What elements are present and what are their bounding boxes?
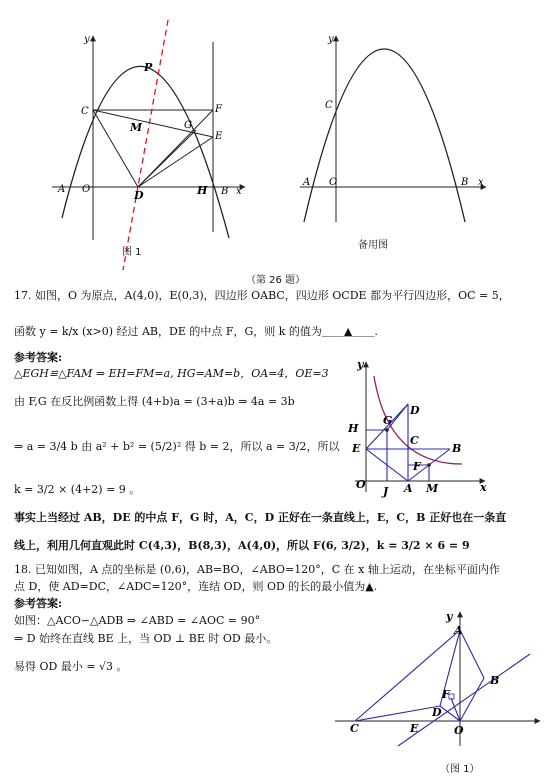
label-p: P xyxy=(144,61,153,74)
q17-point-f xyxy=(427,463,431,467)
q17-point-g xyxy=(385,428,389,432)
backup-diagram xyxy=(300,34,486,222)
problem-26-label: （第 26 题） xyxy=(246,275,306,286)
q17-label-y: y xyxy=(357,358,364,371)
backup-label-c: C xyxy=(325,100,333,111)
q17-line6: k = 3/2 × (4+2) = 9 。 xyxy=(14,483,141,496)
q17-line2: 函数 y = k/x (x>0) 经过 AB，DE 的中点 F，G，则 k 的值为＿＿▲＿＿. xyxy=(14,325,378,338)
q18-answer-heading: 参考答案: xyxy=(14,597,63,610)
label-g: G xyxy=(184,120,192,131)
dashed-red-line xyxy=(123,20,168,270)
label-d: D xyxy=(134,189,144,202)
q17-figure xyxy=(340,352,545,502)
q18-segment-ac xyxy=(355,630,460,721)
q18-line1: 18. 已知如图，A 点的坐标是 (0,6)，AB=BO，∠ABO=120°，C 在 x 轴上运动，在坐标平面内作 xyxy=(14,563,500,576)
label-a: A xyxy=(58,184,66,195)
label-m: M xyxy=(130,121,143,134)
q17-label-c: C xyxy=(410,434,419,447)
q18-label-y: y xyxy=(446,610,453,623)
backup-label-b: B xyxy=(461,177,469,188)
label-o: O xyxy=(82,184,91,195)
q17-label-a: A xyxy=(404,482,413,495)
q18-label-c: C xyxy=(350,722,359,735)
backup-parabola xyxy=(304,49,465,222)
q18-line5: 易得 OD 最小 = √3 。 xyxy=(14,660,128,673)
q17-label-g: G xyxy=(383,414,393,427)
label-x: x xyxy=(236,186,242,197)
q17-label-j: J xyxy=(383,485,389,498)
q18-label-a: A xyxy=(454,624,463,637)
q18-figure xyxy=(330,606,545,756)
label-b: B xyxy=(221,186,229,197)
q18-line4: ⇒ D 始终在直线 BE 上，当 OD ⊥ BE 时 OD 最小。 xyxy=(14,632,278,645)
q18-figure-caption: （图 1） xyxy=(440,764,480,775)
q18-segment-ab xyxy=(460,630,484,678)
q17-answer-heading: 参考答案: xyxy=(14,351,63,364)
backup-label-a: A xyxy=(303,177,311,188)
backup-label-y: y xyxy=(328,34,334,45)
label-c: C xyxy=(81,106,89,117)
figure-26 xyxy=(0,0,549,290)
q18-label-d: D xyxy=(432,706,442,719)
q18-label-e: E xyxy=(410,722,419,735)
q18-segment-cd xyxy=(355,706,440,721)
q17-label-o: O xyxy=(356,478,366,491)
label-f: F xyxy=(215,104,222,115)
q17-label-m: M xyxy=(426,482,439,495)
figure-1-caption: 图 1 xyxy=(122,247,142,258)
backup-figure-caption: 备用图 xyxy=(358,240,388,251)
label-y: y xyxy=(84,34,90,45)
figure-1-diagram xyxy=(52,20,245,270)
q18-segment-bo xyxy=(460,678,484,721)
q17-label-e: E xyxy=(352,442,361,455)
label-e: E xyxy=(215,131,223,142)
q18-line2: 点 D，使 AD=DC，∠ADC=120°，连结 OD，则 OD 的长的最小值为▲. xyxy=(14,580,378,593)
q17-line4: 由 F,G 在反比例函数上得 (4+b)a = (3+a)b ⇒ 4a = 3b xyxy=(14,395,295,408)
q17-line7: 事实上当经过 AB，DE 的中点 F，G 时，A，C，D 正好在一条直线上，E，C，B 正好也在一条直 xyxy=(14,511,507,524)
q18-label-b: B xyxy=(490,674,500,687)
q17-line5: ⇒ a = 3/4 b 由 a² + b² = (5/2)² 得 b = 2，所以 a = 3/2，所以 xyxy=(14,440,340,453)
q17-label-x: x xyxy=(480,481,487,494)
q17-line3: △EGH≌△FAM ⇒ EH=FM=a, HG=AM=b，OA=4，OE=3 xyxy=(14,367,329,380)
backup-label-x: x xyxy=(478,177,484,188)
q18-line3: 如图：△ACO∽△ADB ⇒ ∠ABD = ∠AOC = 90° xyxy=(14,614,261,627)
segment-ce xyxy=(93,110,213,137)
q17-label-f: F xyxy=(413,460,421,473)
q18-label-o: O xyxy=(454,724,464,737)
segment-de xyxy=(138,137,213,187)
q17-label-h: H xyxy=(348,422,359,435)
q17-line8: 线上，利用几何直观此时 C(4,3)，B(8,3)，A(4,0)，所以 F(6, 3/2)，k = 3/2 × 6 = 9 xyxy=(14,539,470,552)
backup-label-o: O xyxy=(329,177,338,188)
q18-label-f: F xyxy=(442,688,450,701)
q17-line1: 17. 如图，O 为原点，A(4,0)，E(0,3)，四边形 OABC，四边形 OCDE 都为平行四边形，OC = 5， xyxy=(14,289,510,302)
q17-label-d: D xyxy=(410,404,420,417)
parabola xyxy=(62,66,229,238)
label-h: H xyxy=(197,184,208,197)
q17-label-b: B xyxy=(452,442,462,455)
